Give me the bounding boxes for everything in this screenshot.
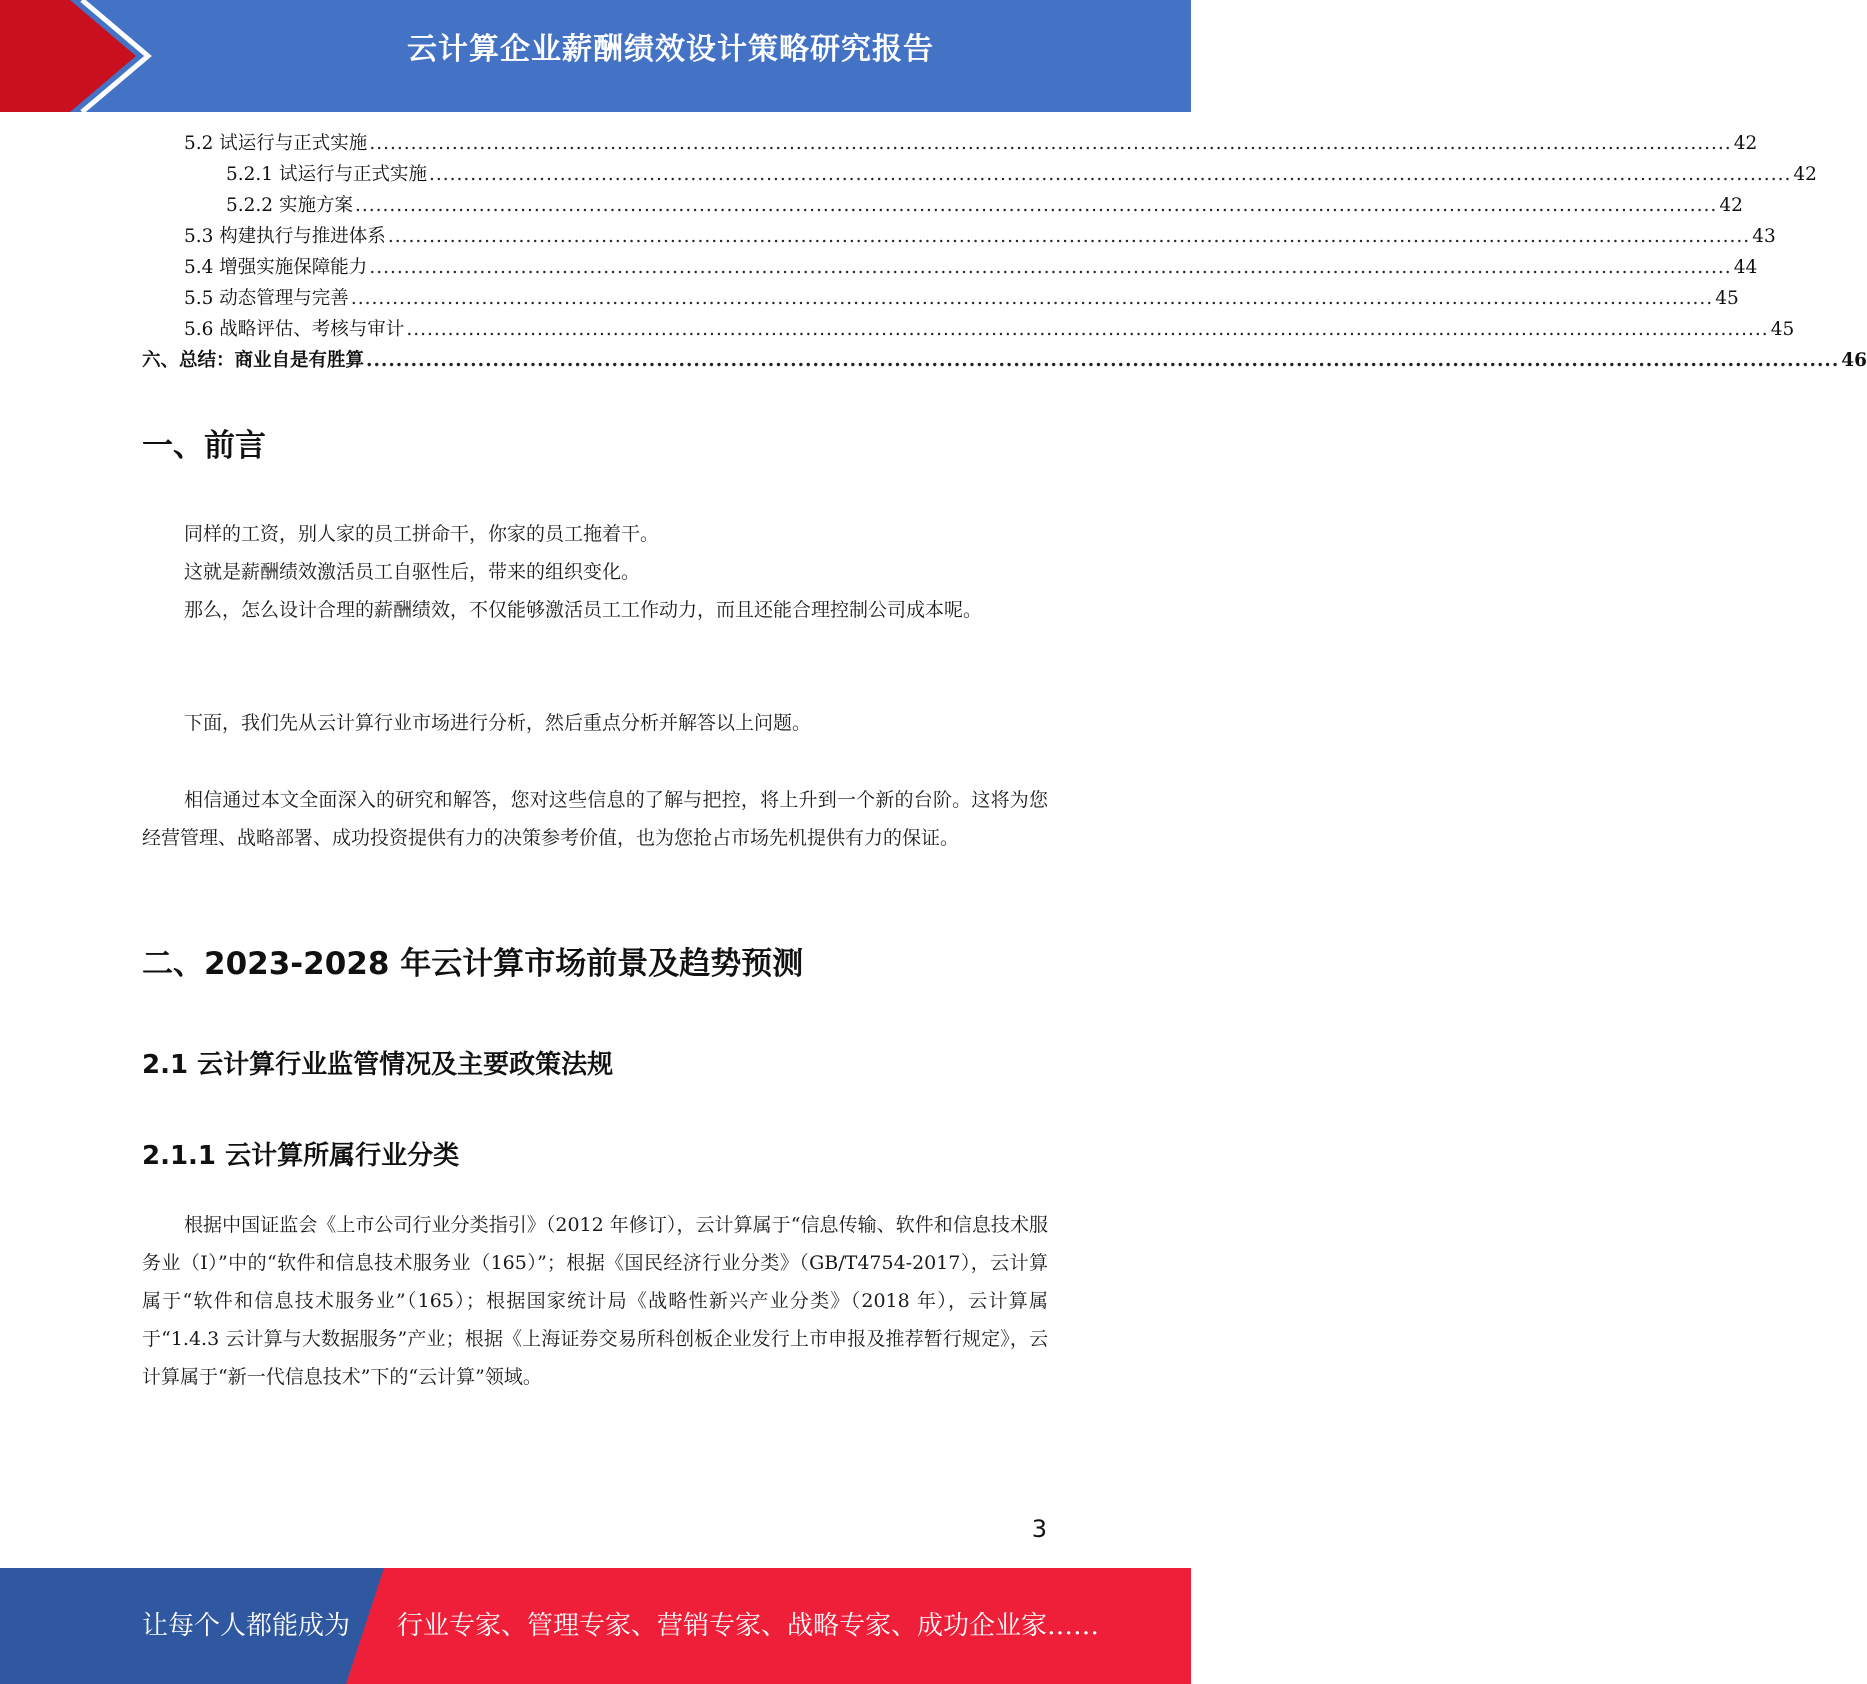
- page-header: [0, 0, 1191, 112]
- report-title: 云计算企业薪酬绩效设计策略研究报告: [407, 32, 934, 67]
- toc-entry[interactable]: [142, 221, 1776, 252]
- body-paragraph: 根据中国证监会《上市公司行业分类指引》（2012 年修订），云计算属于“信息传输、软件和信息技术服务业（I）”中的“软件和信息技术服务业（165）”；根据《国民经济行业分类》（GB/T4754-2017），云计算属于“软件和信息技术服务业”（165）；根据国家统计局《战略性新兴产业分类》（2018 年），云计算属于“1.4.3 云计算与大数据服务”产业；根据《上海证券交易所科创板企业发行上市申报及推荐暂行规定》，云计算属于“新一代信息技术”下的“云计算”领域。: [142, 1214, 1048, 1388]
- toc-leader-dots: ......................................................................................................................................................................................................: [369, 133, 1732, 154]
- toc-entry-page: 42: [1793, 164, 1817, 185]
- toc-entry-title: 5.2 试运行与正式实施: [184, 133, 368, 154]
- toc-entry-title: 5.2.2 实施方案: [226, 195, 353, 216]
- toc-entry-page: 44: [1733, 257, 1758, 278]
- page-footer: [0, 1568, 1191, 1684]
- header-red-arrow-decoration: [0, 0, 150, 112]
- body-paragraph: 那么，怎么设计合理的薪酬绩效，不仅能够激活员工工作动力，而且还能合理控制公司成本呢。: [184, 599, 983, 621]
- footer-slogan-right: 行业专家、管理专家、营销专家、战略专家、成功企业家……: [397, 1611, 1100, 1641]
- toc-entry-page: 42: [1733, 133, 1758, 154]
- body-paragraph: 相信通过本文全面深入的研究和解答，您对这些信息的了解与把控，将上升到一个新的台阶。这将为您经营管理、战略部署、成功投资提供有力的决策参考价值，也为您抢占市场先机提供有力的保证。: [142, 789, 1048, 849]
- toc-entry-title: 5.4 增强实施保障能力: [184, 257, 368, 278]
- toc-entry[interactable]: [142, 159, 1817, 190]
- toc-entry-title: 六、总结：商业自是有胜算: [142, 350, 365, 371]
- toc-leader-dots: ......................................................................................................................................................................................................: [366, 350, 1840, 371]
- body-paragraph: 这就是薪酬绩效激活员工自驱性后，带来的组织变化。: [184, 561, 641, 583]
- toc-leader-dots: ......................................................................................................................................................................................................: [428, 164, 1792, 185]
- toc-leader-dots: ......................................................................................................................................................................................................: [406, 319, 1769, 340]
- toc-entry-title: 5.5 动态管理与完善: [184, 288, 349, 309]
- body-paragraph: 同样的工资，别人家的员工拼命干，你家的员工拖着干。: [184, 523, 660, 545]
- toc-leader-dots: ......................................................................................................................................................................................................: [350, 288, 1714, 309]
- toc-entry[interactable]: [142, 190, 1743, 221]
- toc-entry-title: 5.2.1 试运行与正式实施: [226, 164, 427, 185]
- toc-entry-title: 5.3 构建执行与推进体系: [184, 226, 386, 247]
- toc-entry[interactable]: [142, 314, 1795, 345]
- page-number: 3: [1031, 1515, 1047, 1543]
- toc-leader-dots: ......................................................................................................................................................................................................: [369, 257, 1732, 278]
- toc-entry-page: 45: [1715, 288, 1739, 309]
- section-heading-preface: 一、前言: [142, 428, 266, 464]
- toc-entry[interactable]: [142, 283, 1739, 314]
- toc-entry[interactable]: [142, 252, 1758, 283]
- toc-leader-dots: ......................................................................................................................................................................................................: [354, 195, 1718, 216]
- toc-leader-dots: ......................................................................................................................................................................................................: [387, 226, 1751, 247]
- section-heading-market-forecast: 二、2023-2028 年云计算市场前景及趋势预测: [142, 946, 804, 982]
- toc-entry-page: 45: [1770, 319, 1795, 340]
- toc-entry-page: 46: [1841, 350, 1867, 371]
- toc-entry-title: 5.6 战略评估、考核与审计: [184, 319, 405, 340]
- footer-slogan-left: 让每个人都能成为: [142, 1611, 351, 1641]
- toc-entry-page: 43: [1752, 226, 1776, 247]
- subsubsection-heading: 2.1.1 云计算所属行业分类: [142, 1141, 460, 1171]
- toc-entry-page: 42: [1719, 195, 1743, 216]
- toc-entry[interactable]: [142, 345, 1867, 376]
- toc-entry[interactable]: [142, 128, 1758, 159]
- subsection-heading: 2.1 云计算行业监管情况及主要政策法规: [142, 1050, 614, 1080]
- body-paragraph: 下面，我们先从云计算行业市场进行分析，然后重点分析并解答以上问题。: [184, 712, 812, 734]
- table-of-contents: [142, 128, 1867, 376]
